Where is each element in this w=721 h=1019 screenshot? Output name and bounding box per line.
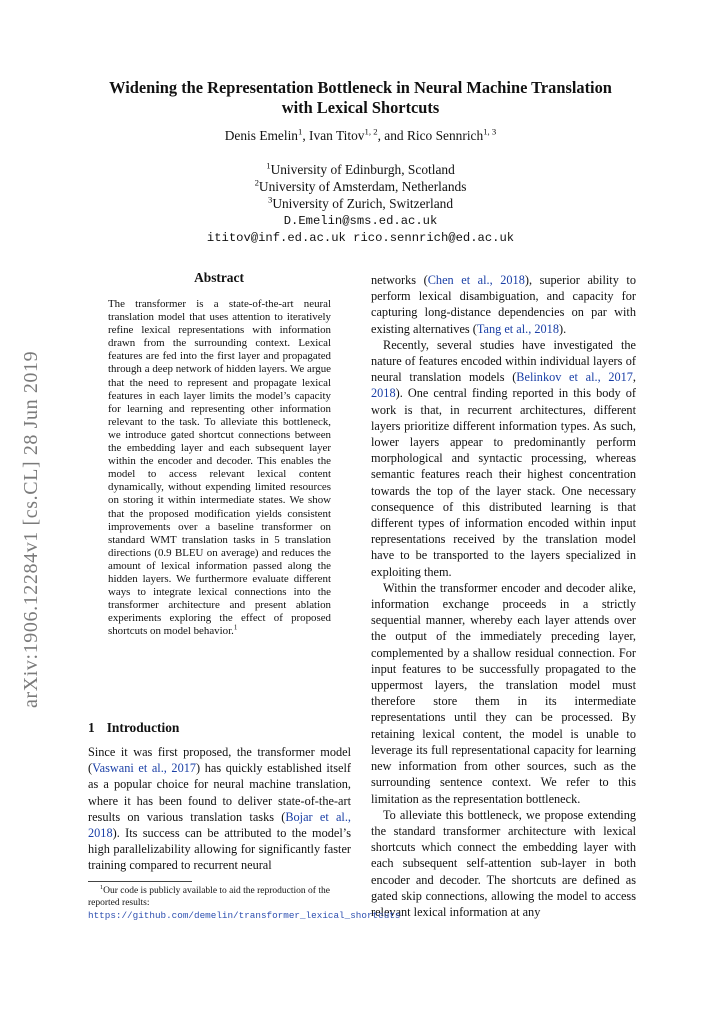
citation-link[interactable]: 2018 xyxy=(371,386,396,401)
title-line-1: Widening the Representation Bottleneck in Neural Machine Translation xyxy=(109,78,612,97)
author-name: , and Rico Sennrich xyxy=(377,128,484,143)
abstract-heading: Abstract xyxy=(194,270,244,285)
body-text: , xyxy=(632,370,636,385)
section-heading xyxy=(88,720,179,736)
paper-title xyxy=(60,78,661,118)
author-affil-mark: 1, 2 xyxy=(364,126,378,137)
citation-link[interactable]: Belinkov et al., 2017 xyxy=(516,370,633,385)
body-text: ). One central finding reported in this body of work is that, in recurrent architectures, different layers prioritize different information types. As such, lower layers appear to predominantly perform morphological and syntactic processing, whereas semantic features reach their highest concentration towards the top of the layer stack. One necessary consequence of this distributed learning is that different types of information encoded within input representations received by the translation model have to be transported to the layers specialized in exploiting them. xyxy=(371,386,636,579)
body-text: Recently, several studies have investigated the nature of features encoded within individual layers of neural translation models ( xyxy=(371,337,636,385)
abstract-text: The transformer is a state-of-the-art neural translation model that uses attention to iteratively refine lexical representations with information drawn from the surrounding context. Lexical features are fed into the first layer and propagated through a deep network of hidden layers. We argue that the need to represent and propagate lexical features in each layer limits the model’s capacity for learning and representing other information relevant to the task. To alleviate this bottleneck, we introduce gated shortcut connections between the embedding layer and each subsequent layer within the encoder and decoder. This enables the model to access relevant lexical content dynamically, without expending limited resources on storing it within intermediate states. We show that the proposed modification yields consistent improvements over a baseline transformer on standard WMT translation tasks in 5 translation directions (0.9 BLEU on average) and reduces the amount of lexical information passed along the hidden layers. We furthermore evaluate different ways to integrate lexical connections into the transformer architecture and present ablation experiments exploring the effect of proposed shortcuts on model behavior. xyxy=(108,298,331,638)
footnote-marker: 1 xyxy=(233,623,238,632)
affiliation-mark: 2 xyxy=(254,177,259,188)
citation-link[interactable]: Chen et al., 2018 xyxy=(427,273,525,287)
author-list xyxy=(60,128,661,144)
affiliation-text: University of Zurich, Switzerland xyxy=(272,196,454,211)
affiliation xyxy=(60,161,661,178)
body-text: ). xyxy=(558,321,567,336)
footnote xyxy=(88,884,401,922)
body-text: ) has quickly established itself as a popular choice for neural machine translation, where it has been found to deliver state-of-the-art results on various translation tasks ( xyxy=(88,761,351,824)
citation-link[interactable]: Vaswani et al., 2017 xyxy=(92,761,197,776)
paragraph xyxy=(371,272,636,337)
email-line-1: D.Emelin@sms.ed.ac.uk xyxy=(283,214,438,228)
body-text: ), superior ability to perform lexical disambiguation, and capacity for capturing long-distance dependencies on par with existing alternatives ( xyxy=(371,273,636,336)
author-affil-mark: 1 xyxy=(298,126,303,137)
author-name: Denis Emelin xyxy=(224,128,298,143)
code-repository-link[interactable]: https://github.com/demelin/transformer_lexical_shortcuts xyxy=(88,909,401,921)
email-line-2: ititov@inf.ed.ac.uk rico.sennrich@ed.ac.uk xyxy=(206,231,515,245)
section-number: 1 xyxy=(88,720,95,735)
citation-link[interactable]: Bojar et al., 2018 xyxy=(88,809,351,841)
body-text: networks ( xyxy=(371,273,428,287)
affiliation-mark: 1 xyxy=(266,160,271,171)
abstract-body xyxy=(108,298,331,638)
arxiv-sidebar xyxy=(20,350,50,738)
author-name: , Ivan Titov xyxy=(302,128,365,143)
footnote-divider xyxy=(88,881,192,882)
author-affil-mark: 1, 3 xyxy=(483,126,497,137)
affiliation-mark: 3 xyxy=(267,194,273,205)
body-text: ). Its success can be attributed to the model’s high parallelizability allowing for significantly faster training compared to recurrent neural xyxy=(88,826,351,873)
affiliation xyxy=(60,195,661,212)
title-line-2: with Lexical Shortcuts xyxy=(281,98,440,117)
arxiv-identifier: arXiv:1906.12284v1 [cs.CL] 28 Jun 2019 xyxy=(20,350,42,708)
section-title: Introduction xyxy=(106,720,180,735)
footnote-text: Our code is publicly available to aid the reproduction of the reported results: xyxy=(88,886,330,908)
paragraph: To alleviate this bottleneck, we propose extending the standard transformer architecture with lexical shortcuts which connect the embedding layer with each subsequent self-attention sub-layer in both encoder and decoder. The shortcuts are defined as gated skip connections, allowing the model to access relevant lexical information at any xyxy=(371,807,636,919)
body-text: Since it was first proposed, the transformer model ( xyxy=(88,745,351,776)
paragraph xyxy=(371,337,636,580)
citation-link[interactable]: Tang et al., 2018 xyxy=(476,321,559,336)
affiliation xyxy=(60,178,661,195)
paragraph: Within the transformer encoder and decoder alike, information exchange proceeds in a strictly sequential manner, whereby each layer attends over the output of the immediately preceding layer, complemented by a shallow residual connection. For input features to be successfully propagated to the uppermost layers, the translation model must therefore store them in its intermediate representations until they can be processed. By retaining lexical content, the model is unable to leverage its full representational capacity for learning new information from other sources, such as the surrounding sentence context. We refer to this limitation as the representation bottleneck. xyxy=(371,580,636,806)
affiliation-text: University of Amsterdam, Netherlands xyxy=(258,179,467,194)
intro-left-column xyxy=(88,744,351,874)
paragraph xyxy=(88,744,351,874)
affiliation-text: University of Edinburgh, Scotland xyxy=(270,162,455,177)
footnote-mark: 1 xyxy=(100,884,104,891)
intro-right-column xyxy=(371,272,636,920)
